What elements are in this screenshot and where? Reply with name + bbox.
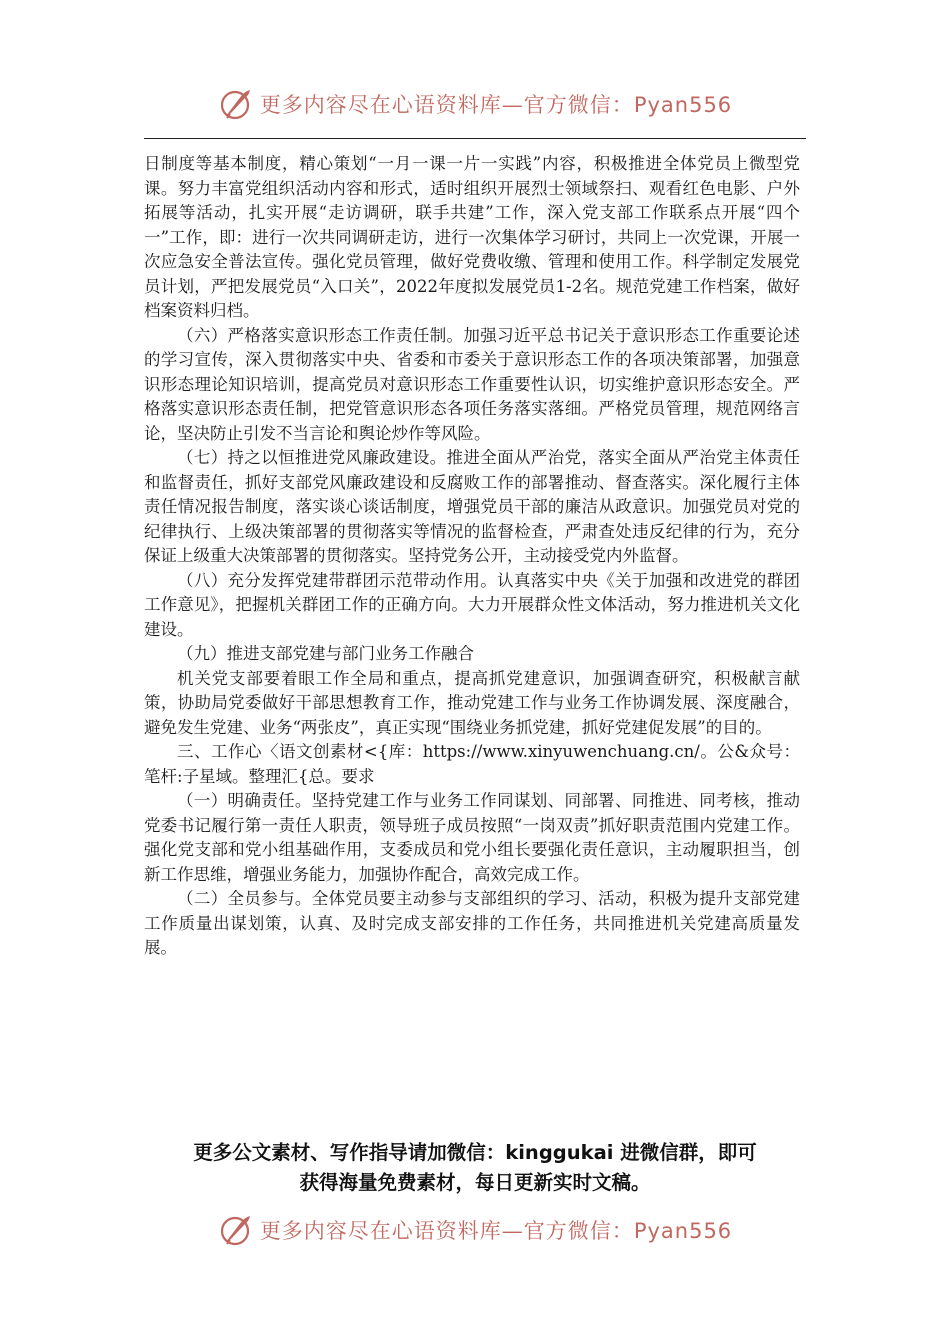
header-logo-text: 更多内容尽在心语资料库—官方微信：Pyan556 <box>259 93 733 117</box>
paragraph: （九）推进支部党建与部门业务工作融合 <box>177 644 474 663</box>
paragraph: （六）严格落实意识形态工作责任制。加强习近平总书记关于意识形态工作重要论述的学习宣传，深入贯彻落实中央、省委和市委关于意识形态工作的各项决策部署，加强意识形态理论知识培训，提高党员对意识形态工作重要性认识，切实维护意识形态安全。严格落实意识形态责任制，把党管意识形态各项任务落实落细。严格党员管理，规范网络言论，坚决防止引发不当言论和舆论炒作等风险。 <box>144 325 800 443</box>
paragraph: （七）持之以恒推进党风廉政建设。推进全面从严治党，落实全面从严治党主体责任和监督责任，抓好支部党风廉政建设和反腐败工作的部署推动、督查落实。深化履行主体责任情况报告制度，落实谈心谈话制度，增强党员干部的廉洁从政意识。加强党员对党的纪律执行、上级决策部署的贯彻落实等情况的监督检查，严肃查处违反纪律的行为，充分保证上级重大决策部署的贯彻落实。坚持党务公开，主动接受党内外监督。 <box>144 448 800 565</box>
promo-line: 更多公文素材、写作指导请加微信：kinggukai 进微信群，即可 <box>193 1141 757 1164</box>
quill-logo-icon <box>218 86 254 122</box>
paragraph: 日制度等基本制度，精心策划“一月一课一片一实践”内容，积极推进全体党员上微型党课。努力丰富党组织活动内容和形式，适时组织开展烈士领域祭扫、观看红色电影、户外拓展等活动，扎实开展“走访调研，联手共建”工作，深入党支部工作联系点开展“四个一”工作，即：进行一次共同调研走访，进行一次集体学习研讨，共同上一次党课，开展一次应急安全普法宣传。强化党员管理，做好党费收缴、管理和使用工作。科学制定发展党员计划，严把发展党员“入口关”，2022年度拟发展党员1-2名。规范党建工作档案，做好档案资料归档。 <box>144 154 800 320</box>
promo-callout <box>144 1138 806 1198</box>
paragraph: （二）全员参与。全体党员要主动参与支部组织的学习、活动，积极为提升支部党建工作质量出谋划策，认真、及时完成支部安排的工作任务，共同推进机关党建高质量发展。 <box>144 889 800 957</box>
footer-logo <box>144 1210 806 1250</box>
paragraph: 机关党支部要着眼工作全局和重点，提高抓党建意识，加强调查研究，积极献言献策，协助局党委做好干部思想教育工作，推动党建工作与业务工作协调发展、深度融合，避免发生党建、业务“两张皮”，真正实现“围绕业务抓党建，抓好党建促发展”的目的。 <box>144 668 800 737</box>
paragraph: 三、工作心〈语文创素材<{库：https://www.xinyuwenchuang.cn/。公&众号：笔杆:子星域。整理汇{总。要求 <box>144 742 800 786</box>
header-logo <box>144 84 806 124</box>
footer-logo-contact: Pyan556 <box>633 1219 733 1243</box>
footer-logo-text: 更多内容尽在心语资料库—官方微信：Pyan556 <box>259 1219 733 1243</box>
paragraph: （八）充分发挥党建带群团示范带动作用。认真落实中央《关于加强和改进党的群团工作意见》，把握机关群团工作的正确方向。大力开展群众性文体活动，努力推进机关文化建设。 <box>144 570 800 639</box>
quill-logo-icon <box>218 1212 254 1248</box>
promo-line: 获得海量免费素材，每日更新实时文稿。 <box>299 1171 651 1194</box>
paragraph: （一）明确责任。坚持党建工作与业务工作同谋划、同部署、同推进、同考核，推动党委书记履行第一责任人职责，领导班子成员按照“一岗双责”抓好职责范围内党建工作。强化党支部和党小组基础作用，支委成员和党小组长要强化责任意识，主动履职担当，创新工作思维，增强业务能力，加强协作配合，高效完成工作。 <box>144 791 800 884</box>
header-logo-contact: Pyan556 <box>633 93 733 117</box>
header-divider <box>144 138 806 139</box>
document-body <box>144 152 800 961</box>
